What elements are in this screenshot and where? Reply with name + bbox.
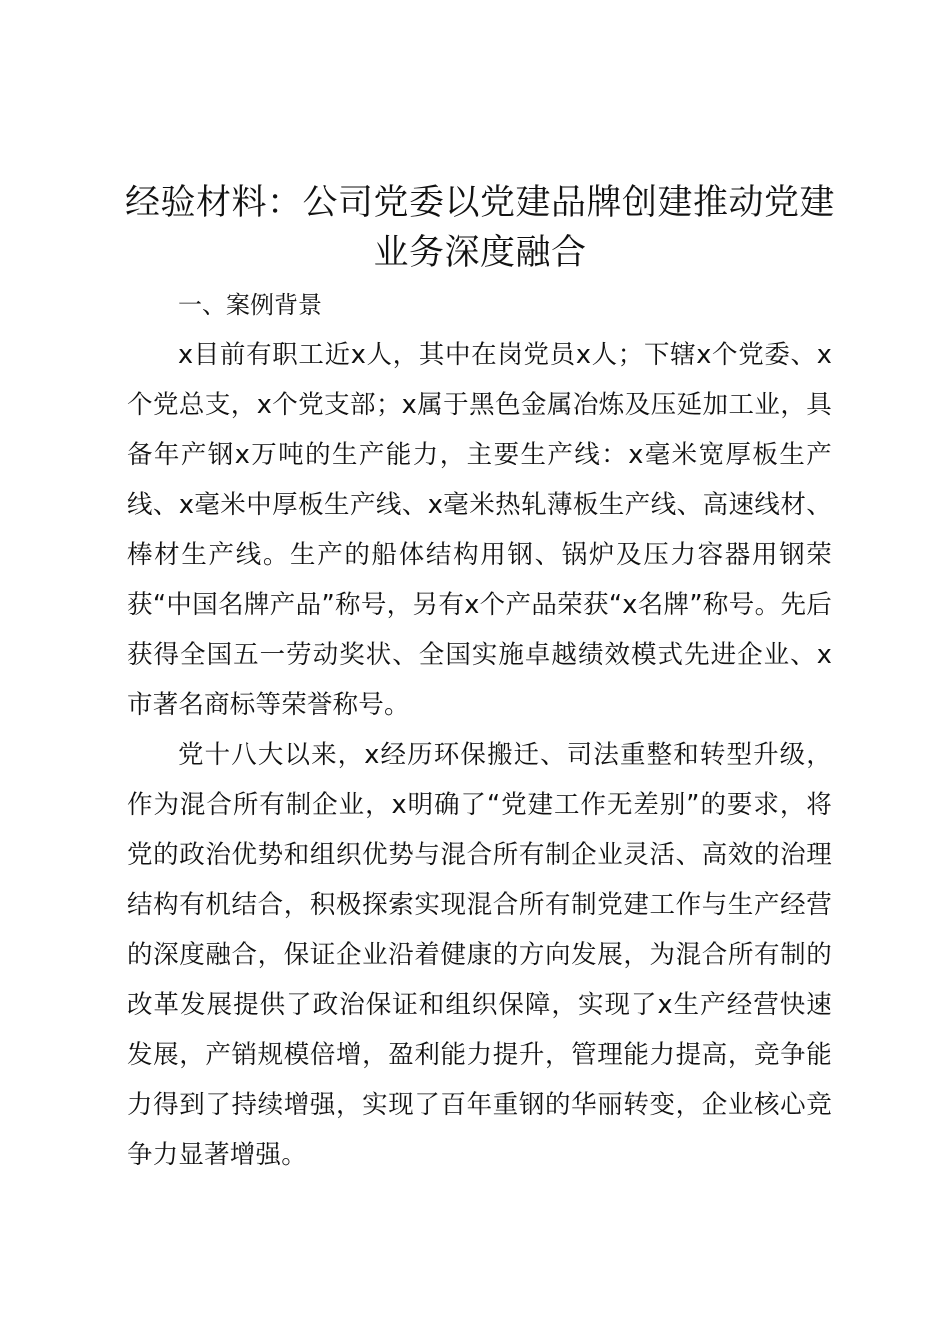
document-title: 经验材料：公司党委以党建品牌创建推动党建业务深度融合 <box>124 183 835 273</box>
body-paragraph-party-development: 党十八大以来，x经历环保搬迁、司法重整和转型升级，作为混合所有制企业，x明确了“党建工作无差别”的要求，将党的政治优势和组织优势与混合所有制企业灵活、高效的治理结构有机结合，积极探索实现混合所有制党建工作与生产经营的深度融合，保证企业沿着健康的方向发展，为混合所有制的改革发展提供了政治保证和组织保障，实现了x生产经营快速发展，产销规模倍增，盈利能力提升，管理能力提高，竞争能力得到了持续增强，实现了百年重钢的华丽转变，企业核心竞争力显著增强。 <box>127 740 832 1170</box>
body-paragraph-company-overview: x目前有职工近x人，其中在岗党员x人；下辖x个党委、x个党总支，x个党支部；x属于黑色金属冶炼及压延加工业，具备年产钢x万吨的生产能力，主要生产线：x毫米宽厚板生产线、x毫米中厚板生产线、x毫米热轧薄板生产线、高速线材、棒材生产线。生产的船体结构用钢、锅炉及压力容器用钢荣获“中国名牌产品”称号，另有x个产品荣获“x名牌”称号。先后获得全国五一劳动奖状、全国实施卓越绩效模式先进企业、x市著名商标等荣誉称号。 <box>127 340 832 720</box>
section-heading-case-background: 一、案例背景 <box>178 291 322 319</box>
